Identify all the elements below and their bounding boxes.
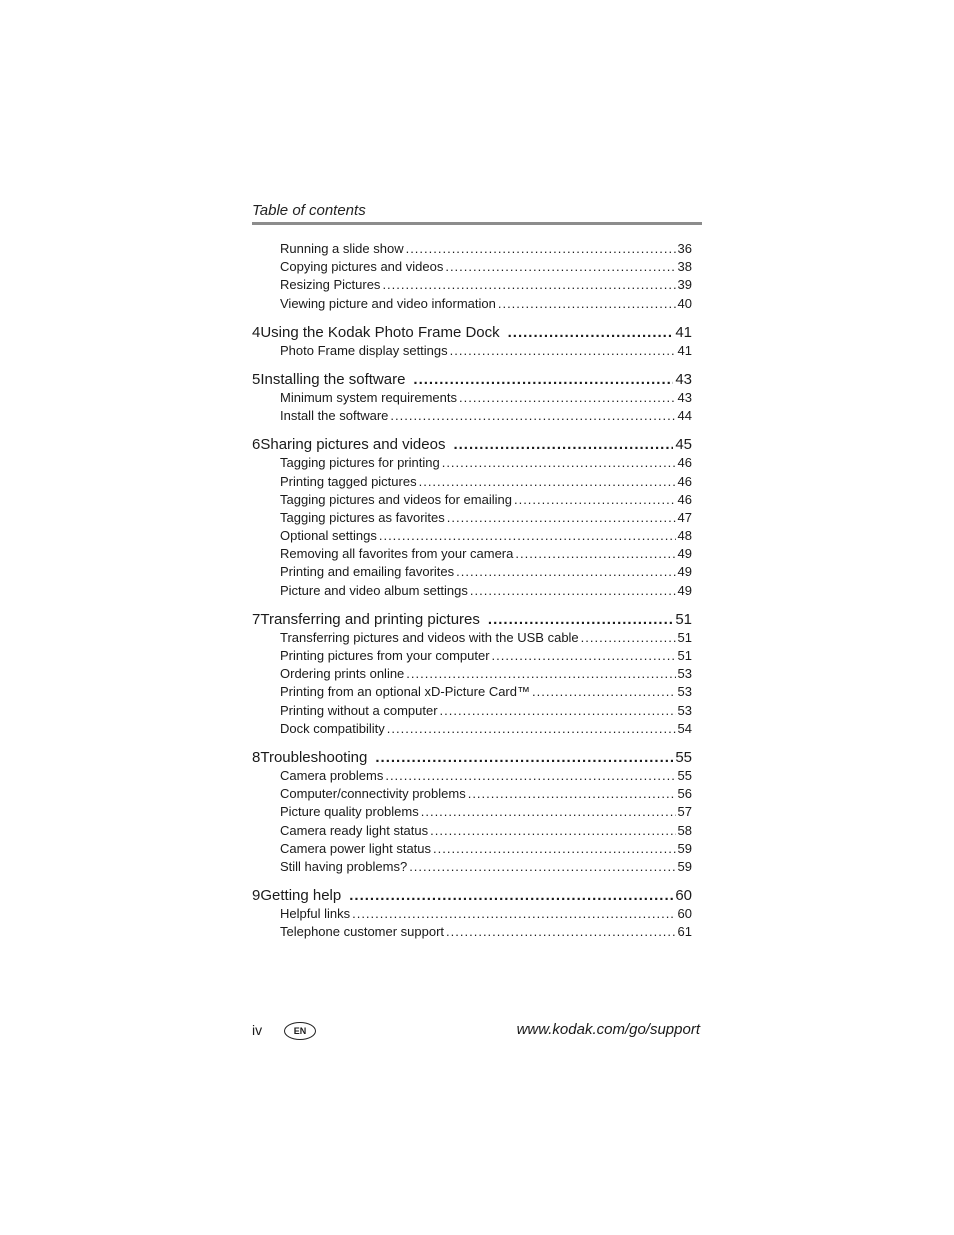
entry-title: Printing tagged pictures — [280, 473, 417, 489]
chapter-number: 8 — [252, 748, 261, 766]
header-rule — [252, 222, 702, 225]
toc-section — [252, 611, 692, 738]
toc-section — [252, 324, 692, 360]
entry-title: Telephone customer support — [280, 924, 445, 940]
toc-chapter-row[interactable] — [252, 749, 692, 767]
toc-chapter-row[interactable] — [252, 887, 692, 905]
entry-title: Tagging pictures as favorites — [280, 509, 445, 525]
entry-page-number: 59 — [677, 840, 692, 856]
toc-section — [252, 436, 692, 600]
dot-leader — [459, 389, 676, 407]
chapter-number: 6 — [252, 436, 261, 454]
entry-title: Tagging pictures and videos for emailing — [280, 491, 512, 507]
dot-leader — [532, 683, 676, 701]
entry-page-number: 46 — [677, 491, 692, 507]
dot-leader — [413, 371, 673, 389]
dot-leader — [498, 295, 676, 313]
entry-page-number: 48 — [677, 528, 692, 544]
toc-entry-row[interactable] — [252, 720, 692, 738]
entry-title: Helpful links — [280, 906, 351, 922]
entry-title: Ordering prints online — [280, 666, 405, 682]
toc-entry-row[interactable] — [252, 240, 692, 258]
toc-entry-row[interactable] — [252, 545, 692, 563]
toc-entry-row[interactable] — [252, 665, 692, 683]
toc-entry-row[interactable] — [252, 840, 692, 858]
dot-leader — [409, 858, 675, 876]
entry-title: Copying pictures and videos — [280, 259, 444, 275]
table-of-contents — [252, 240, 692, 941]
entry-page-number: 59 — [677, 858, 692, 874]
toc-section — [252, 240, 692, 313]
toc-entry-row[interactable] — [252, 785, 692, 803]
entry-page-number: 57 — [677, 804, 692, 820]
chapter-number: 7 — [252, 610, 261, 628]
chapter-page-number: 60 — [675, 887, 692, 905]
dot-leader — [430, 822, 675, 840]
entry-title: Tagging pictures for printing — [280, 455, 440, 471]
language-badge: EN — [284, 1022, 316, 1040]
toc-entry-row[interactable] — [252, 905, 692, 923]
entry-page-number: 46 — [677, 455, 692, 471]
chapter-number: 5 — [252, 370, 261, 388]
entry-title: Printing from an optional xD-Picture Card™ — [280, 684, 530, 700]
dot-leader — [445, 258, 675, 276]
entry-page-number: 55 — [677, 767, 692, 783]
toc-chapter-row[interactable] — [252, 324, 692, 342]
dot-leader — [456, 563, 675, 581]
dot-leader — [352, 905, 675, 923]
toc-entry-row[interactable] — [252, 473, 692, 491]
dot-leader — [515, 545, 675, 563]
entry-page-number: 46 — [677, 473, 692, 489]
support-url[interactable]: www.kodak.com/go/support — [516, 1021, 700, 1038]
entry-title: Viewing picture and video information — [280, 295, 496, 311]
toc-chapter-row[interactable] — [252, 436, 692, 454]
dot-leader — [349, 887, 673, 905]
entry-page-number: 54 — [677, 720, 692, 736]
dot-leader — [468, 785, 676, 803]
entry-page-number: 38 — [677, 259, 692, 275]
chapter-title: Transferring and printing pictures — [260, 610, 480, 628]
dot-leader — [446, 923, 675, 941]
dot-leader — [442, 454, 676, 472]
dot-leader — [440, 702, 676, 720]
chapter-number: 4 — [252, 323, 261, 341]
entry-page-number: 61 — [677, 924, 692, 940]
entry-title: Still having problems? — [280, 858, 408, 874]
dot-leader — [419, 473, 676, 491]
entry-page-number: 40 — [677, 295, 692, 311]
dot-leader — [514, 491, 676, 509]
entry-title: Camera ready light status — [280, 822, 429, 838]
toc-section — [252, 887, 692, 941]
entry-page-number: 49 — [677, 546, 692, 562]
toc-entry-row[interactable] — [252, 767, 692, 785]
chapter-title: Getting help — [260, 887, 342, 905]
entry-page-number: 49 — [677, 564, 692, 580]
chapter-page-number: 55 — [675, 748, 692, 766]
entry-page-number: 44 — [677, 408, 692, 424]
dot-leader — [406, 240, 676, 258]
dot-leader — [433, 840, 676, 858]
dot-leader — [382, 276, 675, 294]
entry-page-number: 39 — [677, 277, 692, 293]
entry-title: Computer/connectivity problems — [280, 786, 466, 802]
running-head: Table of contents — [252, 202, 366, 219]
dot-leader — [387, 720, 676, 738]
dot-leader — [375, 749, 673, 767]
entry-page-number: 58 — [677, 822, 692, 838]
entry-title: Picture quality problems — [280, 804, 419, 820]
entry-title: Printing and emailing favorites — [280, 564, 455, 580]
entry-title: Printing pictures from your computer — [280, 648, 490, 663]
toc-entry-row[interactable] — [252, 509, 692, 527]
entry-title: Running a slide show — [280, 241, 404, 256]
chapter-page-number: 51 — [675, 610, 692, 628]
toc-entry-row[interactable] — [252, 822, 692, 840]
toc-entry-row[interactable] — [252, 683, 692, 701]
toc-entry-row[interactable] — [252, 527, 692, 545]
entry-title: Photo Frame display settings — [280, 342, 448, 358]
chapter-page-number: 41 — [675, 323, 692, 341]
entry-page-number: 53 — [677, 684, 692, 700]
dot-leader — [390, 407, 675, 425]
dot-leader — [453, 436, 673, 454]
toc-entry-row[interactable] — [252, 454, 692, 472]
toc-entry-row[interactable] — [252, 276, 692, 294]
toc-entry-row[interactable] — [252, 647, 692, 665]
entry-title: Minimum system requirements — [280, 389, 457, 405]
toc-entry-row[interactable] — [252, 407, 692, 425]
chapter-title: Troubleshooting — [260, 748, 368, 766]
entry-page-number: 47 — [677, 509, 692, 525]
dot-leader — [488, 611, 673, 629]
entry-page-number: 49 — [677, 582, 692, 598]
chapter-number: 9 — [252, 887, 261, 905]
chapter-title: Using the Kodak Photo Frame Dock — [260, 323, 500, 341]
toc-entry-row[interactable] — [252, 629, 692, 647]
chapter-page-number: 43 — [675, 370, 692, 388]
entry-title: Picture and video album settings — [280, 582, 468, 598]
entry-title: Printing without a computer — [280, 702, 438, 718]
toc-entry-row[interactable] — [252, 342, 692, 360]
toc-entry-row[interactable] — [252, 858, 692, 876]
dot-leader — [447, 509, 676, 527]
footer-page-number: iv — [252, 1022, 263, 1038]
dot-leader — [406, 665, 675, 683]
toc-entry-row[interactable] — [252, 258, 692, 276]
dot-leader — [385, 767, 675, 785]
entry-page-number: 43 — [677, 389, 692, 405]
dot-leader — [492, 647, 676, 665]
entry-title: Resizing Pictures — [280, 277, 381, 293]
entry-page-number: 41 — [677, 342, 692, 358]
toc-chapter-row[interactable] — [252, 611, 692, 629]
entry-title: Optional settings — [280, 528, 377, 544]
toc-entry-row[interactable] — [252, 702, 692, 720]
toc-section — [252, 371, 692, 425]
chapter-title: Installing the software — [260, 370, 406, 388]
entry-page-number: 56 — [677, 786, 692, 802]
entry-title: Transferring pictures and videos with the USB cable — [280, 629, 579, 645]
chapter-title: Sharing pictures and videos — [260, 436, 446, 454]
entry-page-number: 51 — [677, 629, 692, 645]
entry-title: Install the software — [280, 408, 389, 424]
entry-page-number: 60 — [677, 906, 692, 922]
toc-entry-row[interactable] — [252, 923, 692, 941]
entry-page-number: 51 — [677, 648, 692, 663]
entry-title: Removing all favorites from your camera — [280, 546, 514, 562]
toc-entry-row[interactable] — [252, 803, 692, 821]
toc-chapter-row[interactable] — [252, 371, 692, 389]
dot-leader — [379, 527, 676, 545]
dot-leader — [508, 324, 674, 342]
dot-leader — [421, 803, 676, 821]
entry-page-number: 53 — [677, 702, 692, 718]
toc-entry-row[interactable] — [252, 582, 692, 600]
toc-entry-row[interactable] — [252, 491, 692, 509]
chapter-page-number: 45 — [675, 436, 692, 454]
dot-leader — [470, 582, 676, 600]
entry-title: Dock compatibility — [280, 720, 385, 736]
toc-entry-row[interactable] — [252, 389, 692, 407]
entry-title: Camera power light status — [280, 840, 432, 856]
dot-leader — [450, 342, 676, 360]
toc-section — [252, 749, 692, 876]
entry-page-number: 36 — [677, 241, 692, 256]
toc-entry-row[interactable] — [252, 563, 692, 581]
entry-page-number: 53 — [677, 666, 692, 682]
toc-entry-row[interactable] — [252, 295, 692, 313]
dot-leader — [581, 629, 676, 647]
entry-title: Camera problems — [280, 767, 384, 783]
